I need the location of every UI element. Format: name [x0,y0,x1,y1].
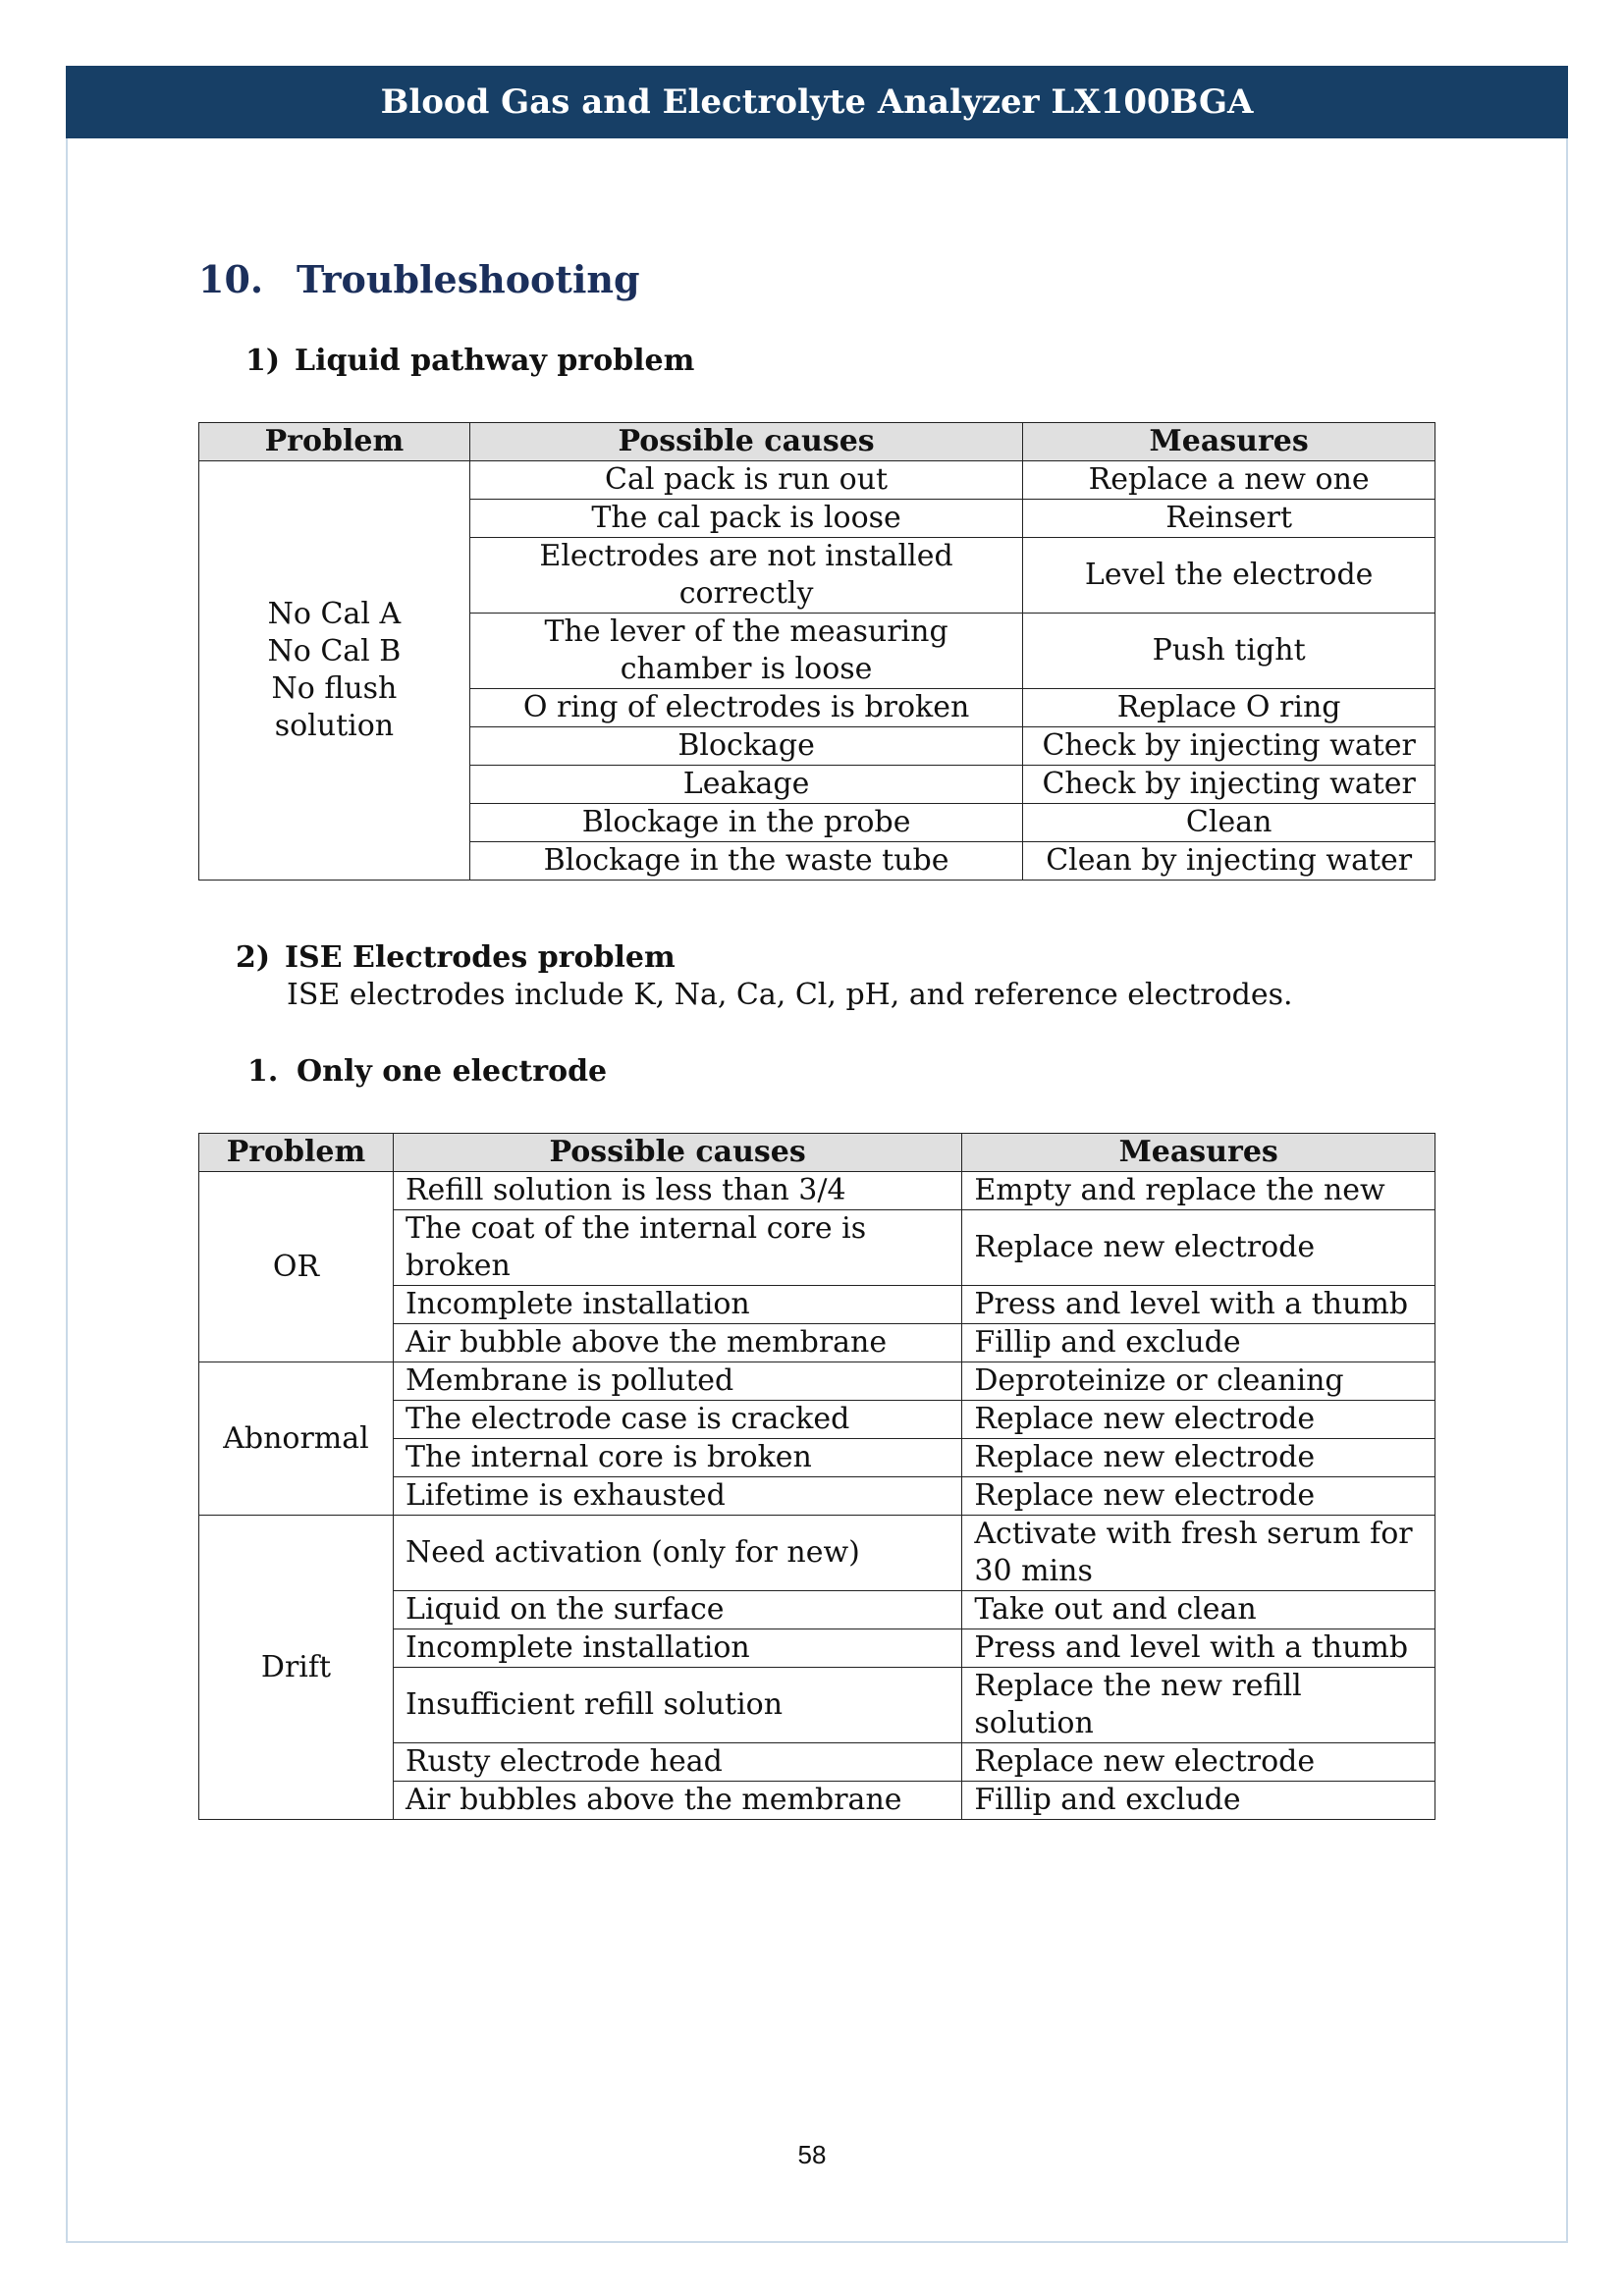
measure-cell: Level the electrode [1023,538,1435,614]
ise-electrode-table [198,1133,1435,1820]
measure-cell: Empty and replace the new [962,1172,1435,1210]
cause-cell: Blockage [469,727,1022,766]
cause-cell: The electrode case is cracked [393,1401,961,1439]
table-row [199,1516,1435,1591]
cause-cell: Air bubbles above the membrane [393,1782,961,1820]
cause-cell: O ring of electrodes is broken [469,689,1022,727]
measure-cell: Press and level with a thumb [962,1629,1435,1668]
subsection-only-one-electrode [247,1054,607,1089]
column-header: Measures [962,1134,1435,1172]
subsection-title: Only one electrode [297,1054,608,1089]
cause-cell: Incomplete installation [393,1629,961,1668]
column-header: Measures [1023,423,1435,461]
cause-cell: Need activation (only for new) [393,1516,961,1591]
measure-cell: Replace O ring [1023,689,1435,727]
measure-cell: Check by injecting water [1023,766,1435,804]
header-bar [66,66,1568,138]
subsection-description: ISE electrodes include K, Na, Ca, Cl, pH, and reference electrodes. [287,978,1293,1012]
cause-cell: The internal core is broken [393,1439,961,1477]
section-title: Troubleshooting [297,257,640,301]
subsection-liquid-pathway [245,344,694,378]
measure-cell: Clean [1023,804,1435,842]
problem-cell: OR [199,1172,394,1362]
cause-cell: Leakage [469,766,1022,804]
problem-line: No Cal A [267,597,402,631]
measure-cell: Replace a new one [1023,461,1435,500]
cause-cell: The lever of the measuring chamber is loose [469,614,1022,689]
measure-cell: Push tight [1023,614,1435,689]
measure-cell: Replace new electrode [962,1210,1435,1286]
problem-cell [199,461,470,881]
page-number: 58 [797,2140,827,2169]
measure-cell: Replace new electrode [962,1477,1435,1516]
cause-cell: Refill solution is less than 3/4 [393,1172,961,1210]
column-header: Problem [199,1134,394,1172]
measure-cell: Reinsert [1023,500,1435,538]
cause-cell: Electrodes are not installed correctly [469,538,1022,614]
subsection-title: ISE Electrodes problem [285,940,676,975]
column-header: Possible causes [469,423,1022,461]
cause-cell: Incomplete installation [393,1286,961,1324]
measure-cell: Fillip and exclude [962,1324,1435,1362]
measure-cell: Replace new electrode [962,1439,1435,1477]
subsection-number: 1. [247,1054,279,1089]
subsection-ise-electrodes [236,940,676,975]
table-row [199,1362,1435,1401]
cause-cell: Blockage in the probe [469,804,1022,842]
cause-cell: Lifetime is exhausted [393,1477,961,1516]
measure-cell: Deproteinize or cleaning [962,1362,1435,1401]
problem-cell: Drift [199,1516,394,1820]
header-title: Blood Gas and Electrolyte Analyzer LX100BGA [380,82,1254,122]
problem-cell: Abnormal [199,1362,394,1516]
measure-cell: Replace new electrode [962,1401,1435,1439]
cause-cell: Liquid on the surface [393,1591,961,1629]
cause-cell: Cal pack is run out [469,461,1022,500]
section-heading [198,257,640,301]
cause-cell: The coat of the internal core is broken [393,1210,961,1286]
table-header-row [199,423,1435,461]
cause-cell: The cal pack is loose [469,500,1022,538]
subsection-number: 2) [236,940,271,975]
cause-cell: Insufficient refill solution [393,1668,961,1743]
measure-cell: Take out and clean [962,1591,1435,1629]
subsection-title: Liquid pathway problem [295,344,695,378]
section-number: 10. [198,257,264,301]
measure-cell: Replace new electrode [962,1743,1435,1782]
cause-cell: Rusty electrode head [393,1743,961,1782]
cause-cell: Air bubble above the membrane [393,1324,961,1362]
table-row [199,1172,1435,1210]
table-row [199,461,1435,500]
measure-cell: Clean by injecting water [1023,842,1435,881]
table-header-row [199,1134,1435,1172]
column-header: Problem [199,423,470,461]
measure-cell: Activate with fresh serum for 30 mins [962,1516,1435,1591]
measure-cell: Check by injecting water [1023,727,1435,766]
column-header: Possible causes [393,1134,961,1172]
measure-cell: Fillip and exclude [962,1782,1435,1820]
measure-cell: Replace the new refill solution [962,1668,1435,1743]
cause-cell: Blockage in the waste tube [469,842,1022,881]
problem-line: No Cal B [267,634,402,668]
cause-cell: Membrane is polluted [393,1362,961,1401]
liquid-pathway-table [198,422,1435,881]
problem-line: No flush solution [271,671,398,743]
measure-cell: Press and level with a thumb [962,1286,1435,1324]
subsection-number: 1) [245,344,281,378]
